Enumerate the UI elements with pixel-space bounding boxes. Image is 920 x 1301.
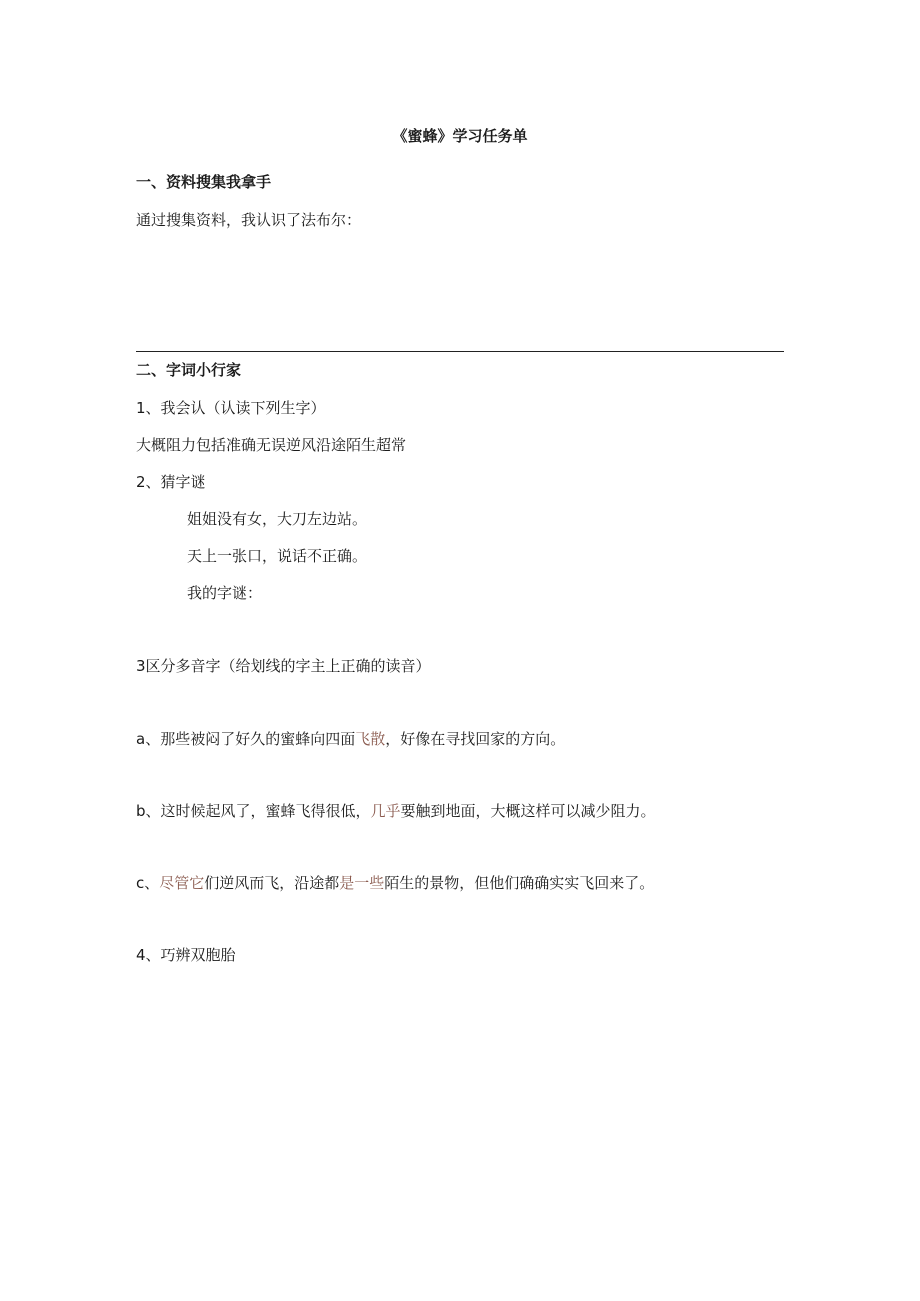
- sentence-b-part2: 要触到地面，大概这样可以减少阻力。: [400, 802, 656, 820]
- q1-label: 1、我会认（认读下列生字）: [136, 399, 326, 417]
- sentence-a-part2: ，好像在寻找回家的方向。: [385, 730, 566, 748]
- q4-label: 4、巧辨双胞胎: [136, 946, 236, 964]
- q3-label: 3区分多音字（给划线的字主上正确的读音）: [136, 657, 431, 675]
- sentence-a-highlight: 飞散: [355, 730, 386, 748]
- sentence-a-part1: a、那些被闷了好久的蜜蜂向四面: [136, 730, 356, 748]
- my-riddle: 我的字谜：: [187, 584, 263, 602]
- section1-heading: 一、资料搜集我拿手: [136, 173, 272, 191]
- q3-sentence-c: [136, 873, 654, 893]
- page-title: 《蜜蜂》学习任务单: [392, 127, 528, 145]
- riddle-2: 天上一张口，说话不正确。: [187, 547, 368, 565]
- q3-sentence-a: [136, 729, 565, 749]
- sentence-b-highlight: 几乎: [370, 802, 401, 820]
- sentence-c-part2: 们逆风而飞，沿途都: [204, 874, 340, 892]
- sentence-b-part1: b、这时候起风了，蜜蜂飞得很低，: [136, 802, 371, 820]
- sentence-c-part1: c、: [136, 874, 160, 892]
- answer-line: [136, 351, 784, 352]
- section2-heading: 二、字词小行家: [136, 361, 242, 379]
- q1-words: 大概阻力包括准确无误逆风沿途陌生超常: [136, 436, 407, 454]
- sentence-c-highlight-2: 是一些: [339, 874, 385, 892]
- q3-sentence-b: [136, 801, 656, 821]
- section1-prompt: 通过搜集资料，我认识了法布尔：: [136, 211, 362, 229]
- sentence-c-part3: 陌生的景物，但他们确确实实飞回来了。: [384, 874, 655, 892]
- q2-label: 2、猜字谜: [136, 473, 206, 491]
- sentence-c-highlight-1: 尽管它: [159, 874, 205, 892]
- riddle-1: 姐姐没有女，大刀左边站。: [187, 510, 368, 528]
